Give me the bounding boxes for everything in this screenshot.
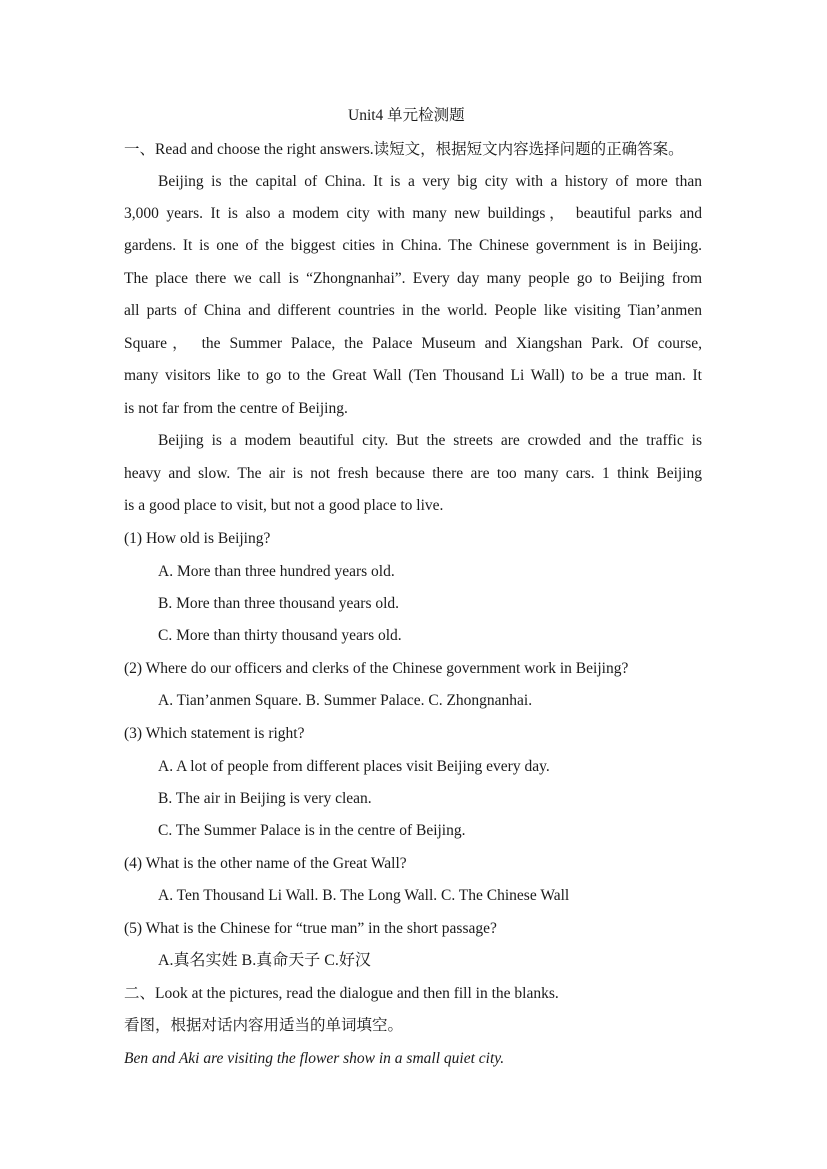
question-stem: (2) Where do our officers and clerks of the Chinese government work in Beijing? [124, 660, 629, 677]
answer-option: A.真名实姓 B.真命天子 C.好汉 [158, 952, 371, 969]
answer-option: B. More than three thousand years old. [158, 595, 400, 612]
answer-option: A. More than three hundred years old. [158, 563, 395, 580]
question-stem: (4) What is the other name of the Great Wall? [124, 855, 407, 872]
answer-option: C. More than thirty thousand years old. [158, 627, 402, 644]
passage-line: is a good place to visit, but not a good place to live. [124, 497, 444, 514]
section2-intro: Ben and Aki are visiting the flower show in a small quiet city. [124, 1050, 505, 1067]
passage-line: 3,000 years. It is also a modem city with many new buildings， beautiful parks and [124, 205, 702, 222]
passage-line: many visitors like to go to the Great Wall (Ten Thousand Li Wall) to be a true man. It [124, 367, 702, 384]
passage-line: all parts of China and different countries in the world. People like visiting Tian’anmen [124, 302, 702, 319]
section2-subheading: 看图，根据对话内容用适当的单词填空。 [124, 1017, 404, 1034]
passage-line: is not far from the centre of Beijing. [124, 400, 348, 417]
passage-line: The place there we call is “Zhongnanhai”. Every day many people go to Beijing from [124, 270, 702, 287]
passage-line: heavy and slow. The air is not fresh because there are too many cars. 1 think Beijing [124, 465, 702, 482]
passage-line: gardens. It is one of the biggest cities in China. The Chinese government is in Beijing. [124, 237, 702, 254]
answer-option: B. The air in Beijing is very clean. [158, 790, 372, 807]
passage-line: Square， the Summer Palace, the Palace Museum and Xiangshan Park. Of course, [124, 335, 702, 352]
answer-option: A. Tian’anmen Square. B. Summer Palace. C. Zhongnanhai. [158, 692, 533, 709]
answer-option: A. Ten Thousand Li Wall. B. The Long Wall. C. The Chinese Wall [158, 887, 570, 904]
answer-option: C. The Summer Palace is in the centre of Beijing. [158, 822, 466, 839]
question-stem: (3) Which statement is right? [124, 725, 305, 742]
question-stem: (1) How old is Beijing? [124, 530, 271, 547]
section1-heading: 一、Read and choose the right answers.读短文，根据短文内容选择问题的正确答案。 [124, 141, 684, 158]
answer-option: A. A lot of people from different places visit Beijing every day. [158, 758, 550, 775]
passage-line: Beijing is a modem beautiful city. But the streets are crowded and the traffic is [158, 432, 702, 449]
passage-line: Beijing is the capital of China. It is a very big city with a history of more than [158, 173, 702, 190]
section2-heading: 二、Look at the pictures, read the dialogue and then fill in the blanks. [124, 985, 559, 1002]
page-title: Unit4 单元检测题 [348, 107, 465, 124]
question-stem: (5) What is the Chinese for “true man” in the short passage? [124, 920, 497, 937]
